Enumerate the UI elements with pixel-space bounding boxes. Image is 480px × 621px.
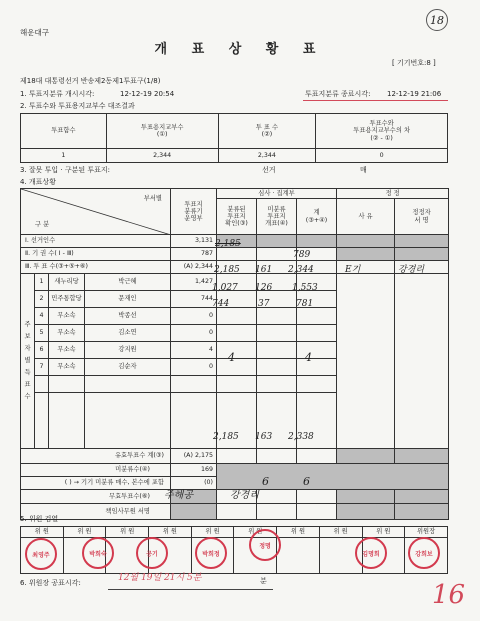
invalid-label: 무효투표수(⑥) bbox=[21, 490, 171, 504]
gray-cell bbox=[217, 464, 449, 490]
abstain-review-a bbox=[217, 248, 257, 261]
machine-error-value: (0) bbox=[171, 477, 217, 490]
header-signer: 정정자 서 명 bbox=[395, 199, 449, 235]
hw-cand2-a: 744 bbox=[212, 299, 230, 309]
machine-number: [ 기기번호:8 ] bbox=[392, 59, 436, 67]
cand-reason bbox=[337, 274, 395, 449]
committee-header: 위 원 bbox=[149, 527, 192, 538]
candidate-value: 0 bbox=[171, 308, 217, 325]
gray-cell bbox=[337, 248, 395, 261]
comparison-header-issued: 투표용지교부수 (①) bbox=[106, 114, 218, 149]
candidate-party: 민주통합당 bbox=[49, 291, 85, 308]
candidate-no: 1 bbox=[35, 274, 49, 291]
section-4-heading: 4. 개표상황 bbox=[20, 178, 56, 186]
hw-corner-number: 16 bbox=[432, 580, 466, 610]
candidate-name: 강지원 bbox=[85, 342, 171, 359]
header-reason: 사 유 bbox=[337, 199, 395, 235]
candidate-value: 1,427 bbox=[171, 274, 217, 291]
cand-review-b bbox=[257, 325, 297, 342]
committee-header: 위 원 bbox=[234, 527, 277, 538]
abstain-review-b bbox=[257, 248, 297, 261]
section-3-label: 3. 잘못 투입 · 구분된 투표지: bbox=[20, 166, 111, 174]
blank-cell bbox=[217, 376, 257, 393]
candidate-value: 0 bbox=[171, 359, 217, 376]
blank-cell bbox=[297, 376, 337, 393]
section-3-end: 매 bbox=[360, 166, 367, 174]
candidate-no: 2 bbox=[35, 291, 49, 308]
candidate-party: 무소속 bbox=[49, 308, 85, 325]
candidate-value: 744 bbox=[171, 291, 217, 308]
seal-stamp: 최영주 bbox=[25, 538, 57, 570]
side-char: 보 bbox=[24, 333, 31, 341]
hw-signer-a: 주해공 bbox=[164, 490, 193, 501]
hw-turnout-reason: E기 bbox=[345, 265, 361, 275]
blank-cell bbox=[49, 376, 85, 393]
gray-cell bbox=[395, 504, 449, 520]
hw-cand2-b: 37 bbox=[258, 299, 270, 309]
section-2-heading: 2. 투표수와 투표용지교부수 대조결과 bbox=[20, 102, 135, 110]
page-mark: 18 bbox=[426, 9, 448, 31]
end-time-underline bbox=[303, 100, 448, 101]
seal-stamp: 박희숙 bbox=[82, 537, 114, 569]
candidate-party: 무소속 bbox=[49, 359, 85, 376]
seal-stamp: 박희정 bbox=[195, 537, 227, 569]
invalid-review-c bbox=[297, 490, 337, 504]
row-turnout-value bbox=[171, 261, 217, 274]
valid-prefix: (A) bbox=[183, 452, 193, 460]
seal-stamp: 정명 bbox=[249, 529, 281, 561]
row-electors-value: 3,131 bbox=[171, 235, 217, 248]
committee-header: 위 원 bbox=[106, 527, 149, 538]
comparison-table bbox=[20, 113, 448, 163]
cand-review-a bbox=[217, 359, 257, 376]
hw-cand1-a: 1,027 bbox=[212, 283, 238, 293]
cand-review-a bbox=[217, 308, 257, 325]
header-review-a: 분류된 투표지 확인(③) bbox=[217, 199, 257, 235]
cand-review-c bbox=[297, 359, 337, 376]
hw-valid-a: 2,185 bbox=[213, 432, 239, 442]
signer-row-label: 책임사무원 서명 bbox=[21, 504, 171, 520]
section-5-heading: 5. 위원 검열 bbox=[20, 515, 59, 523]
blank-cell bbox=[85, 393, 171, 449]
cand-review-c bbox=[297, 325, 337, 342]
side-char: 득 bbox=[24, 368, 31, 376]
hw-electors-review-c: 789 bbox=[293, 250, 311, 260]
hw-electors-review-a: 2,185 bbox=[215, 239, 241, 249]
committee-header: 위 원 bbox=[63, 527, 106, 538]
machine-error-label: ( ) → 기기 미분류 매수, 본수에 포함 bbox=[21, 477, 171, 490]
section-3-mid: 선거 bbox=[262, 166, 276, 174]
valid-total-value bbox=[171, 449, 217, 464]
cand-review-b bbox=[257, 359, 297, 376]
gray-cell bbox=[337, 490, 395, 504]
cand-review-c bbox=[297, 342, 337, 359]
side-char: 별 bbox=[24, 357, 31, 365]
header-review-c: 계 (③+④) bbox=[297, 199, 337, 235]
valid-review-b bbox=[257, 449, 297, 464]
header-classifier: 투표지 분류기 운영부 bbox=[171, 189, 217, 235]
candidate-value: 0 bbox=[171, 325, 217, 342]
candidate-name: 문재인 bbox=[85, 291, 171, 308]
hw-publish-time: 12월 19일 21시 5분 bbox=[118, 573, 202, 583]
gray-cell bbox=[395, 235, 449, 248]
committee-cell bbox=[277, 538, 320, 574]
row-turnout-label: Ⅲ. 투 표 수(③+⑤+⑥) bbox=[21, 261, 171, 274]
signer-c-cell bbox=[297, 504, 337, 520]
gray-cell bbox=[337, 449, 395, 464]
cand-review-a bbox=[217, 342, 257, 359]
section-6-label: 6. 위원장 공표시각: bbox=[20, 579, 81, 587]
candidate-no: 4 bbox=[35, 308, 49, 325]
cand-review-b bbox=[257, 308, 297, 325]
committee-header: 위 원 bbox=[191, 527, 234, 538]
row-abstain-label: Ⅱ. 기 권 수( Ⅰ - Ⅲ) bbox=[21, 248, 171, 261]
hw-cand2-c: 781 bbox=[296, 299, 314, 309]
gray-cell bbox=[395, 449, 449, 464]
blank-cell bbox=[85, 376, 171, 393]
turnout-number: 2,344 bbox=[194, 263, 213, 271]
candidate-no: 7 bbox=[35, 359, 49, 376]
cand-signer bbox=[395, 274, 449, 449]
blank-cell bbox=[35, 376, 49, 393]
end-time-label: 투표지분류 종료시각: bbox=[305, 90, 371, 98]
comparison-value-boxes: 1 bbox=[21, 149, 107, 163]
side-label bbox=[21, 274, 35, 449]
unclassified-label: 미분류수(④) bbox=[21, 464, 171, 477]
hw-signer-b: 강경리 bbox=[230, 490, 259, 501]
comparison-value-issued: 2,344 bbox=[106, 149, 218, 163]
header-review-b: 미분류 투표지 개표(④) bbox=[257, 199, 297, 235]
candidate-no: 5 bbox=[35, 325, 49, 342]
org-name: 해운대구 bbox=[20, 28, 49, 37]
blank-cell bbox=[35, 393, 49, 449]
hw-invalid-c: 6 bbox=[303, 475, 310, 488]
blank-cell bbox=[257, 376, 297, 393]
header-section-cell bbox=[21, 189, 171, 235]
row-abstain-value: 787 bbox=[171, 248, 217, 261]
header-diagonal bbox=[21, 189, 171, 235]
blank-cell bbox=[171, 376, 217, 393]
committee-header: 위 원 bbox=[319, 527, 362, 538]
publish-time-underline bbox=[108, 589, 273, 590]
seal-stamp: 강희보 bbox=[408, 537, 440, 569]
end-time-value: 12-12-19 21:06 bbox=[387, 90, 442, 98]
header-correction: 정 정 bbox=[337, 189, 449, 199]
candidate-name: 박종선 bbox=[85, 308, 171, 325]
turnout-prefix: (A) bbox=[183, 263, 193, 271]
hw-turnout-review-b: 161 bbox=[255, 265, 273, 275]
side-char: 자 bbox=[24, 345, 31, 353]
valid-review-c bbox=[297, 449, 337, 464]
section-6-suffix: 분 bbox=[260, 577, 267, 585]
comparison-header-votes: 투 표 수 (②) bbox=[218, 114, 316, 149]
seal-stamp: 김명희 bbox=[355, 537, 387, 569]
side-char: 주 bbox=[24, 321, 31, 329]
candidate-party: 무소속 bbox=[49, 342, 85, 359]
header-gubun: 구 분 bbox=[35, 220, 50, 228]
hw-invalid-b: 6 bbox=[262, 475, 269, 488]
committee-header: 위 원 bbox=[362, 527, 405, 538]
hw-turnout-review-c: 2,344 bbox=[288, 265, 314, 275]
valid-number: 2,175 bbox=[194, 452, 213, 460]
page-title: 개 표 상 황 표 bbox=[154, 42, 326, 57]
gray-cell bbox=[297, 235, 337, 248]
valid-total-label: 유효투표수 계(③) bbox=[21, 449, 171, 464]
hw-cand6-c: 4 bbox=[305, 351, 312, 364]
gray-cell bbox=[337, 235, 395, 248]
cand-review-c bbox=[297, 308, 337, 325]
unclassified-value: 169 bbox=[171, 464, 217, 477]
hw-cand1-c: 1,553 bbox=[292, 283, 318, 293]
cand-review-a bbox=[217, 325, 257, 342]
gray-cell bbox=[337, 504, 395, 520]
side-char: 표 bbox=[24, 380, 31, 388]
candidate-value: 4 bbox=[171, 342, 217, 359]
comparison-header-boxes: 투표함수 bbox=[21, 114, 107, 149]
hw-cand6-a: 4 bbox=[228, 351, 235, 364]
blank-cell bbox=[49, 393, 85, 449]
hw-cand1-b: 126 bbox=[255, 283, 273, 293]
candidate-party: 새누리당 bbox=[49, 274, 85, 291]
election-line: 제18대 대통령선거 반송제2동제1투표구(1/8) bbox=[20, 77, 161, 85]
candidate-name: 박근혜 bbox=[85, 274, 171, 291]
signer-b-cell bbox=[257, 504, 297, 520]
blank-cell bbox=[171, 393, 217, 449]
comparison-value-diff: 0 bbox=[316, 149, 448, 163]
hw-turnout-signer: 강경리 bbox=[398, 265, 425, 275]
committee-header: 위 원 bbox=[21, 527, 64, 538]
candidate-party: 무소속 bbox=[49, 325, 85, 342]
committee-header: 위원장 bbox=[405, 527, 448, 538]
gray-cell bbox=[395, 248, 449, 261]
hw-valid-b: 163 bbox=[255, 432, 273, 442]
candidate-no: 6 bbox=[35, 342, 49, 359]
comparison-value-votes: 2,344 bbox=[218, 149, 316, 163]
header-review: 심사 · 집계부 bbox=[217, 189, 337, 199]
valid-review-a bbox=[217, 449, 257, 464]
gray-cell bbox=[395, 490, 449, 504]
gray-cell bbox=[171, 504, 217, 520]
gray-cell bbox=[257, 235, 297, 248]
candidate-name: 김소연 bbox=[85, 325, 171, 342]
hw-turnout-review-a: 2,185 bbox=[214, 265, 240, 275]
seal-stamp: 공기 bbox=[136, 537, 168, 569]
hw-valid-c: 2,338 bbox=[288, 432, 314, 442]
side-char: 수 bbox=[24, 392, 31, 400]
cand-review-b bbox=[257, 342, 297, 359]
candidate-name: 김순자 bbox=[85, 359, 171, 376]
row-electors-label: Ⅰ. 선거인수 bbox=[21, 235, 171, 248]
invalid-review-b bbox=[257, 490, 297, 504]
start-time-label: 1. 투표지분류 개시시각: bbox=[20, 90, 95, 98]
header-bubyeol: 부서별 bbox=[143, 195, 162, 202]
committee-header: 위 원 bbox=[277, 527, 320, 538]
comparison-header-diff: 투표수와 투표용지교부수의 차 (② - ①) bbox=[316, 114, 448, 149]
signer-a-cell bbox=[217, 504, 257, 520]
start-time-value: 12-12-19 20:54 bbox=[120, 90, 175, 98]
